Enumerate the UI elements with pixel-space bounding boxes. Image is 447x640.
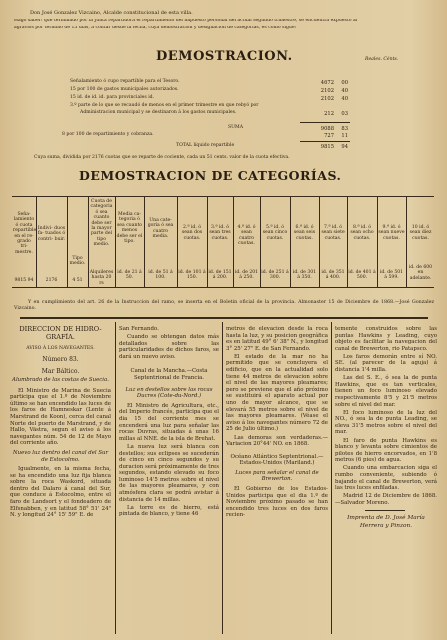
cat-header: 9.ª id. ó sean nueve cuotas. (378, 225, 405, 241)
total-reales: 9815 (320, 144, 334, 150)
paragraph: El foco luminoso de la luz del NO., ó sea la de punta Leading, se eleva 31'5 metros sobre el nivel del mar. (335, 409, 437, 436)
cat-header: 6.ª id. ó sean seis cuotas. (293, 225, 316, 241)
cat-header: Una cate- goria ó sea cuatro media. (147, 218, 174, 240)
paragraph: El Gobierno de los Estados-Unidos participa que el dia 1.º de Noviembre próximo pasado se han encendido tres luces en dos faros recien- (226, 486, 328, 519)
cat-value: id. de 351 á 400. (321, 270, 345, 281)
cat-value: 9815 94 (14, 278, 34, 283)
intro-line-1: Don José Gonzalez Vizcaino, Alcalde constitucional de esta villa. (30, 10, 193, 16)
table-top-rule (12, 196, 434, 197)
column-4 (335, 326, 437, 531)
cobranza-label: 8 por 100 de repartimiento y cobranza. (62, 132, 154, 137)
imprenta-line-1: Imprenta de D. José María (347, 515, 425, 522)
canal-mancha-heading: Canal de la Mancha.—Costa Septentrional de Francia. (130, 368, 208, 382)
categorias-title: DEMOSTRACION DE CATEGORÍAS. (79, 168, 342, 183)
cat-header: Indivi- duos fa- tuados ó contri- buir. (37, 226, 66, 242)
total-rule (300, 141, 350, 142)
column-2 (119, 326, 219, 519)
demo-row-cents: 40 (341, 88, 348, 94)
grafia-heading: GRAFÍA. (45, 333, 76, 342)
cat-value: id. de 301 á 350. (292, 270, 317, 281)
paragraph: San Fernando. (119, 326, 159, 332)
table-bottom-rule (12, 287, 434, 288)
demo-row-label: Administracion municipal y se destinaron á los gastos municipales. (80, 110, 237, 115)
column-1 (10, 326, 111, 520)
suma-reales: 9088 (320, 126, 334, 132)
cat-value: id. de 251 á 300. (261, 270, 289, 281)
paragraph: Las demoras son verdaderas.—Variacion 20°44' NO. en 1868. (226, 434, 328, 448)
paragraph: La nueva luz será blanca con destellos; sus eclipses se sucederán de cinco en cinco segundos y su duracion será próximamente de tres segundos, estando elevado su foco luminoso 14'5 metros sobre el nivel de las mayores pleamares, y con atmósfera clara se podrá avistar á distancia de 14 millas. (119, 443, 219, 503)
cat-header: Cuota de categoria ó sea cuanto debe ser la mayor parte del tipo medio. (90, 199, 113, 248)
cat-header: 3.ª id. ó sean tres cuotas. (209, 225, 231, 241)
imprenta-line-2: Herrera y Pinzon. (359, 523, 413, 530)
cat-value: id. de 201 á 250. (234, 270, 259, 281)
demo-row-cents: 00 (341, 80, 348, 86)
demo-row-label: Señalamiento ó cupo repartible para el Tesoro. (70, 79, 180, 84)
demo-row-label: 15 id. de id. id. para provinciales id. (70, 95, 155, 100)
cat-value: id. de 21 á 50. (117, 270, 142, 281)
cumplimiento-paragraph: Y en cumplimiento del art. 26 de la Instruccion del ramo, se inserta en el Boletin oficial de la provincia. Almonaster 15 de Diciembre de 1868.—José Gonzalez Vizcaino. (14, 300, 434, 311)
paragraph: El faro de punta Hawkins es blanco y levanta sobre cimientos de pilotes de hierro encorvados, en 1'8 metros (6 pies) de agua. (335, 437, 437, 464)
cobranza-cents: 11 (341, 133, 348, 139)
paragraph: temente construidos sobre las puntas Hawkins y Leading, cuyo objeto es facilitar la navegacion del canal de Brewerton, rio Patapsco. (335, 326, 437, 352)
cat-value: id. de 401 á 500. (348, 270, 376, 281)
cobranza-reales: 727 (324, 133, 334, 139)
demo-row-reales: 212 (324, 111, 334, 117)
column-3 (226, 326, 328, 521)
demo-row-reales: 4672 (320, 80, 334, 86)
alumbrado-subheading: Alumbrado de las costas de Suecia. (12, 376, 109, 383)
section-rule (20, 317, 428, 319)
paragraph: Cuando una embarcacion siga el rumbo conveniente, subiendo ó bajando el canal de Brewerton, verá las tres luces enfiladas. (335, 465, 437, 492)
paragraph: Las del S. E., ó sea la de punta Hawkins, que es tan verticales, tienen un foco luminoso elevado respectivamente 8'5 y 21'5 metros sobre el nivel del mar. (335, 375, 437, 408)
paragraph: Igualmente, en la misma fecha, se ha encendido una luz fija blanca sobre la roca Waskord, situada dentro del Dalaro á canal del Sur, que conduce á Estocolmo, entre el faro de Landsort y el fondeadero de Elfsnabben, y en latitud 58° 51' 24" N. y longitud 24° 15' 59" E. de (10, 466, 111, 519)
aviso-heading: AVISO Á LOS NAVEGANTES. (26, 345, 95, 351)
cat-header: Media ca- tegoria ó sea cuanto menos debe ser el tipo. (116, 212, 143, 245)
demo-row-reales: 2102 (320, 88, 334, 94)
cat-header: 8.ª id. ó sean ocho cuotas. (350, 225, 374, 241)
intro-line-3: agravios por término de 15 dias, á contar desde la fecha, cuya demostracion y designacion de categorías, es como sigue: (14, 26, 297, 30)
suma-label: SUMA (228, 125, 244, 130)
paragraph: La torre es de hierro, está pintada de blanco, y tiene 46 (119, 504, 219, 518)
reales-cents-header: Reales. Cénts. (365, 57, 399, 62)
column-divider (222, 322, 223, 634)
suma-cents: 83 (341, 126, 348, 132)
cat-header: 4.ª id. ó sean cuatro cuotas. (237, 225, 256, 247)
cat-header: 2.ª id. ó sean dos cuotas. (181, 225, 203, 241)
column-divider (331, 322, 332, 634)
cat-value: 2176 (45, 278, 58, 283)
total-cents: 94 (341, 144, 348, 150)
subheading: Nuevo luz dentro del canal del Sur de Estocolmo. (12, 449, 109, 463)
cat-header: 10 id. ó sean diez cuotas. (409, 225, 432, 241)
demo-row-label: 3.º parte de lo que se recaudó de menos en el primer trimestre en que rebyó por (70, 103, 259, 108)
demo-row-cents: 03 (341, 111, 348, 117)
cat-value: id. de 101 á 150. (178, 270, 206, 281)
cat-value: id. de 51 á 100. (148, 270, 173, 281)
column-divider (115, 322, 116, 634)
cat-value: 4 51 (72, 278, 83, 283)
cat-value: id. de 501 á 599. (379, 270, 404, 281)
paragraph: Cuando se obtengan datos más detallados sobre las particularidades de dichos faros, se dará un nuevo aviso. (119, 334, 219, 360)
demo-row-cents: 40 (341, 96, 348, 102)
paragraph: Madrid 12 de Diciembre de 1868.—Salvador Moreno. (335, 493, 437, 506)
intro-line-2: Hago saber: que terminado por la Junta repartidora el repartimiento del impuesto personal del actual segundo trimestre, se encuentra expuesto al (14, 19, 358, 23)
mar-baltico-heading: Mar Báltico. (41, 367, 80, 375)
cat-value: Alquileres hasta 20 rs (89, 270, 114, 286)
cat-value: id. de 151 á 200. (208, 270, 232, 281)
paragraph: El Ministro de Agricultura, etc., del Imperio francés, participa que el dia 15 del corriente mes se encenderá una luz para señalar las rocas Duvras, situadas á unas 16 millas al NNE. de la isla de Brehat. (119, 402, 219, 442)
imprenta-rule (365, 510, 405, 511)
col-divider (67, 197, 68, 287)
paragraph: metros de elevacion desde la roca hasta la luz, y su posicion geográfica es en latitud 49° 6' 38" N., y longitud 3° 25' 27" E. de San Fernando. (226, 326, 328, 352)
subheading: Luces para señalar el canal de Brewerton. (235, 469, 319, 483)
cat-header: Seña- lamiento ó cuota repartible en el re- grado tri- mestre. (13, 212, 37, 255)
sum-rule (300, 122, 350, 123)
cat-header: 7.ª id. ó sean siete cuotas. (321, 225, 345, 241)
demo-row-reales: 2102 (320, 96, 334, 102)
paragraph: Los faros demorán entre sí NO. SE. (al parecer de la aguja) á distancia 1'4 milla. (335, 353, 437, 374)
cat-header: 5.ª id. ó sean cinco cuotas. (262, 225, 288, 241)
cat-header: Tipo medio. (69, 256, 86, 267)
direccion-heading: DIRECCION DE HIDRO- (19, 325, 102, 333)
cuya-suma-line: Cuya suma, dividida por 2176 cuotas que se reparte de cociente, cada un 51 cents. valor de la cuota efectiva. (34, 155, 290, 160)
subheading: Luz en destellos sobre las rocas Ducres (Cote-du-Nord.) (125, 386, 213, 400)
oceano-heading: Océano Atlántico Septentrional.—Estados-Unidos (Mariland.) (230, 453, 324, 467)
numero-heading: Número 83. (42, 356, 79, 364)
cat-value: id. de 600 en adelante. (408, 265, 433, 281)
demo-row-label: 15 por 100 de gastos municipales autorizados. (70, 87, 179, 92)
paragraph: El estado de la mar no ha permitido que se concluyera el edificio, que en la actualidad solo tiene 44 metros de elevacion sobre el nivel de las mayores pleamares; pero se previene que el año próximo se sustituirá el aparato actual por uno de mayor alcance, que se elevará 55 metros sobre el nivel de las mayores pleamares. (Véase el aviso á los navegantes número 72 de 25 de Julio último.) (226, 353, 328, 433)
demostracion-title: DEMOSTRACION. (156, 49, 293, 64)
total-label: TOTAL líquido repartible (176, 143, 235, 148)
paragraph: El Ministro de Marina de Suecia participa que el 1.º de Noviembre último se han encendido las luces de los faros de Hamneskar (Lente á Marstrand de Koon), cerca del canal Norte del puerto de Marstrand, y de Hallo, Västra, segun el aviso á los navegantes núm. 54 de 12 de Mayo del corriente año. (10, 387, 111, 447)
